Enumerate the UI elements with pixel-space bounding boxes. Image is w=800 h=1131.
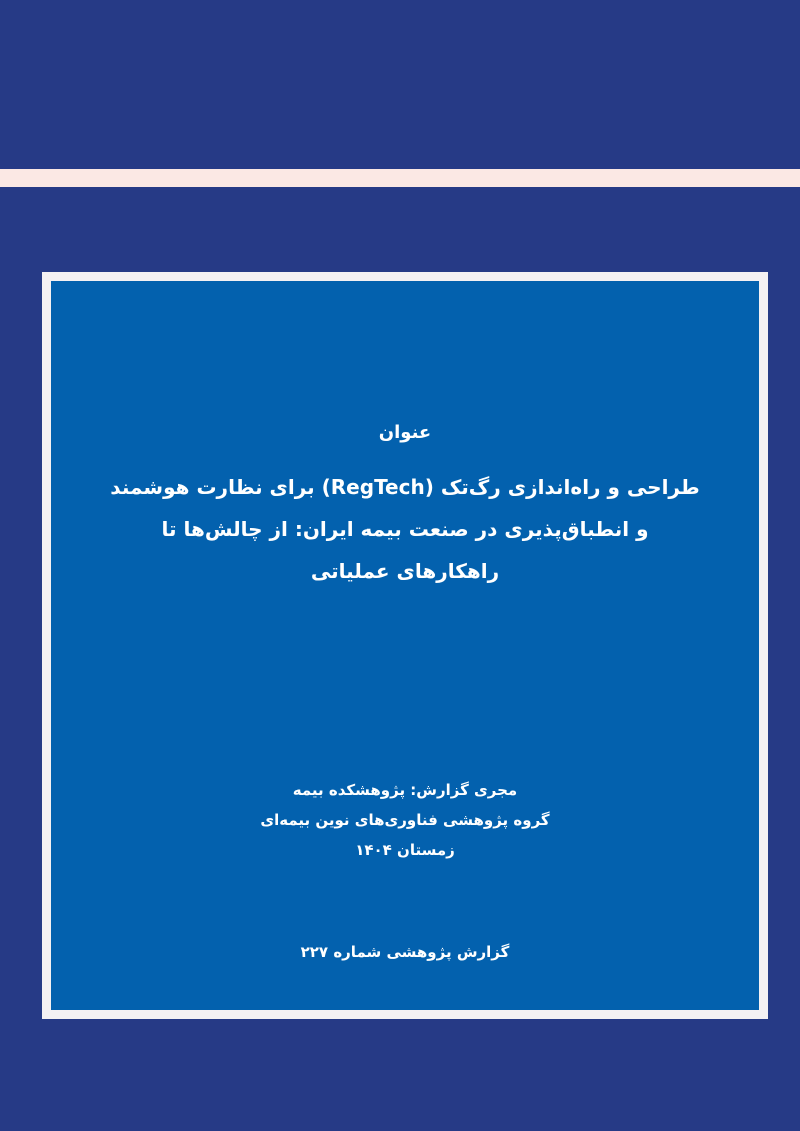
report-meta bbox=[51, 775, 759, 865]
report-title-line-3: راهکارهای عملیاتی bbox=[310, 559, 500, 583]
title-label: عنوان bbox=[378, 422, 432, 443]
title-panel bbox=[51, 281, 759, 1010]
report-title-line-1: طراحی و راه‌اندازی رگ‌تک (RegTech) برای نظارت هوشمند bbox=[110, 475, 700, 499]
report-executor: مجری گزارش: پژوهشکده بیمه bbox=[292, 781, 518, 799]
report-title bbox=[91, 466, 719, 592]
decorative-stripe bbox=[0, 169, 800, 187]
report-number: گزارش پژوهشی شماره ۲۲۷ bbox=[300, 943, 510, 961]
report-date: زمستان ۱۴۰۴ bbox=[355, 841, 455, 859]
research-group: گروه پژوهشی فناوری‌های نوین بیمه‌ای bbox=[260, 811, 550, 829]
report-title-line-2: و انطباق‌پذیری در صنعت بیمه ایران: از چالش‌ها تا bbox=[161, 517, 649, 541]
